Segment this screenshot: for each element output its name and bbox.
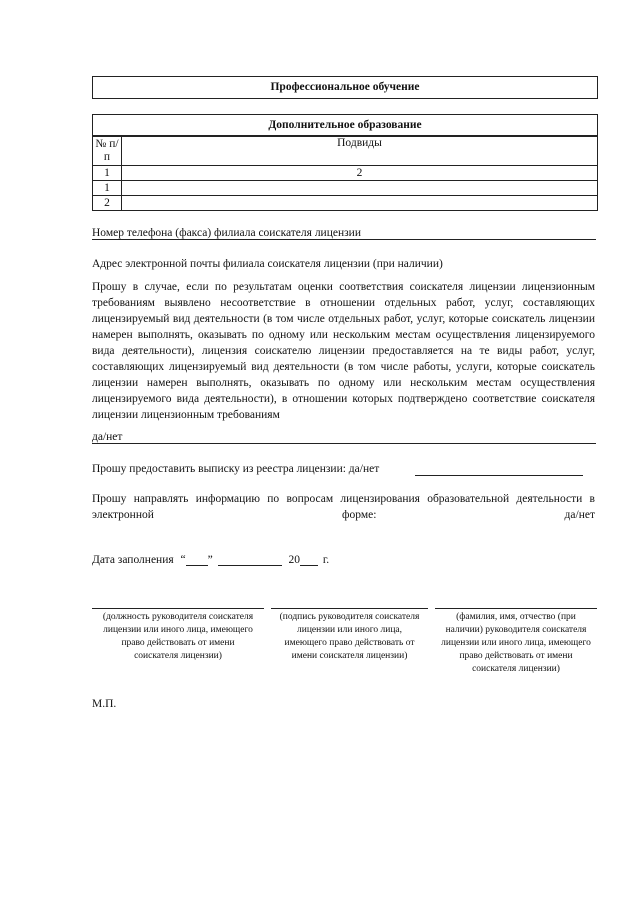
date-line (92, 554, 329, 566)
row-value[interactable] (122, 181, 598, 196)
year-suffix: г. (322, 554, 330, 566)
sign-caption: (подпись руководителя соискателя лицензии или иного лица, имеющего право действовать от имени соискателя лицензии) (279, 612, 420, 661)
table-row (93, 166, 598, 181)
row-num: 1 (93, 181, 122, 196)
day-field[interactable] (186, 555, 208, 566)
row-num: 2 (93, 196, 122, 211)
email-label: Адрес электронной почты филиала соискателя лицензии (при наличии) (92, 258, 443, 270)
electronic-info-text: Прошу направлять информацию по вопросам лицензирования образовательной деятельности в электронной форме: да/нет (92, 493, 595, 521)
request-paragraph-text: Прошу в случае, если по результатам оценки соответствия соискателя лицензии лицензионным требованиям выявлено несоответствие в отношении отдельных работ, услуг, составляющих лицензируемый вид деятельности (в том числе отдельных работ, услуг, которые соискатель лицензии намерен выполнять, оказывать по одному или нескольким местам осуществления лицензируемого вида деятельности), лицензия соискателю лицензии предоставляется на те виды работ, услуг, составляющих лицензируемый вид деятельности (в том числе работы, услуги, которые соискатель лицензии намерен выполнять, оказывать по одному или нескольким местам осуществления лицензируемого вида деятельности), в отношении которых подтверждено соответствие соискателя лицензии лицензионным требованиям (92, 281, 595, 421)
extract-request: Прошу предоставить выписку из реестра лицензии: да/нет (92, 463, 380, 475)
month-field[interactable] (218, 555, 282, 566)
position-caption: (должность руководителя соискателя лицензии или иного лица, имеющего право действовать от имени соискателя лицензии) (102, 612, 254, 661)
request-answer-line (92, 443, 596, 444)
professional-training-title: Профессиональное обучение (92, 76, 598, 99)
signature-name (435, 608, 597, 676)
table-row (93, 196, 598, 211)
date-close-quote: ” (207, 554, 213, 566)
header-num: № п/п (93, 137, 122, 166)
name-caption: (фамилия, имя, отчество (при наличии) руководителя соискателя лицензии или иного лица, имеющего право действовать от имени соискателя лицензии) (441, 612, 591, 674)
request-paragraph (92, 279, 595, 423)
name-field-line[interactable] (435, 608, 597, 609)
sign-field-line[interactable] (271, 608, 428, 609)
signature-sign (271, 608, 428, 663)
subtypes-table (92, 136, 598, 211)
header-subtypes: Подвиды (122, 137, 598, 166)
phone-field-line[interactable] (92, 239, 596, 240)
date-open-quote: “ (180, 554, 186, 566)
phone-label: Номер телефона (факса) филиала соискателя лицензии (92, 227, 361, 239)
request-answer[interactable]: да/нет (92, 431, 123, 443)
seal-label: М.П. (92, 698, 117, 710)
year-prefix: 20 (288, 554, 300, 566)
row-value[interactable]: 2 (122, 166, 598, 181)
table-header-row (93, 137, 598, 166)
table-row (93, 181, 598, 196)
row-num: 1 (93, 166, 122, 181)
year-field[interactable] (300, 555, 318, 566)
date-label: Дата заполнения (92, 554, 174, 566)
electronic-info (92, 491, 595, 523)
extract-answer-line[interactable] (415, 475, 583, 476)
signature-position (92, 608, 264, 663)
position-field-line[interactable] (92, 608, 264, 609)
row-value[interactable] (122, 196, 598, 211)
additional-education-title: Дополнительное образование (92, 114, 598, 136)
